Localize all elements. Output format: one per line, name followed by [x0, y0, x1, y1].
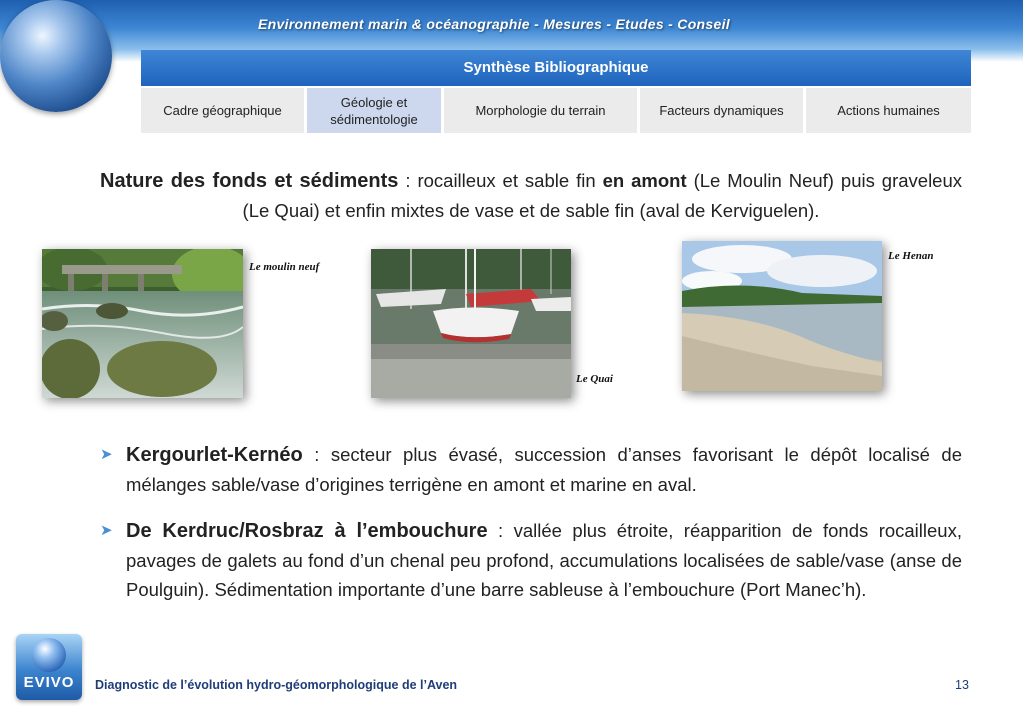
- intro-heading: Nature des fonds et sédiments: [100, 170, 399, 192]
- caption-le-henan: Le Henan: [888, 250, 934, 262]
- tab-morphologie-terrain[interactable]: Morphologie du terrain: [444, 88, 637, 133]
- intro-text-1: : rocailleux et sable fin: [398, 170, 603, 191]
- photo-moulin-neuf: [42, 249, 243, 398]
- tab-actions-humaines[interactable]: Actions humaines: [806, 88, 971, 133]
- bullet-text: : vallée plus étroite, réapparition de fonds rocailleux, pavages de galets au fond d’un chenal peu profond, accumulations localisées de sable/vase (anse de Poulguin). Sédimentation importante d’une barre sableuse à l’embouchure (Port Manec’h).: [126, 520, 962, 600]
- logo-text: EVIVO: [23, 674, 75, 691]
- intro-paragraph: [100, 166, 962, 225]
- intro-text-2: (Le Moulin Neuf) puis graveleux (Le Quai) et enfin mixtes de vase et de sable fin (aval de Kerviguelen).: [242, 170, 963, 221]
- bullet-heading: De Kerdruc/Rosbraz à l’embouchure: [126, 520, 488, 542]
- footer-title: Diagnostic de l’évolution hydro-géomorphologique de l’Aven: [95, 678, 458, 692]
- nav-panel: [141, 50, 971, 134]
- bullet-kergourlet: [100, 440, 962, 499]
- photo-le-quai: [371, 249, 571, 398]
- header-tagline: Environnement marin & océanographie - Mesures - Etudes - Conseil: [258, 16, 730, 32]
- evivo-logo: [16, 634, 82, 700]
- nav-title: Synthèse Bibliographique: [141, 50, 971, 86]
- bullet-text: : secteur plus évasé, succession d’anses favorisant le dépôt localisé de mélanges sable/vase d’origines terrigène en amont et marine en aval.: [126, 444, 962, 495]
- arrow-bullet-icon: ➤: [100, 522, 113, 539]
- bullet-heading: Kergourlet-Kernéo: [126, 444, 303, 466]
- caption-le-quai: Le Quai: [576, 373, 613, 385]
- bullet-kerdruc: [100, 516, 962, 604]
- photo-le-henan: [682, 241, 882, 391]
- tab-facteurs-dynamiques[interactable]: Facteurs dynamiques: [640, 88, 803, 133]
- intro-emphasis: en amont: [602, 170, 687, 191]
- caption-moulin-neuf: Le moulin neuf: [249, 261, 320, 273]
- page-number: 13: [955, 678, 969, 692]
- globe-logo: [0, 0, 112, 112]
- arrow-bullet-icon: ➤: [100, 446, 113, 463]
- logo-globe-icon: [32, 638, 66, 672]
- tab-cadre-geographique[interactable]: Cadre géographique: [141, 88, 304, 133]
- tab-geologie-sedimentologie[interactable]: Géologie et sédimentologie: [307, 88, 441, 133]
